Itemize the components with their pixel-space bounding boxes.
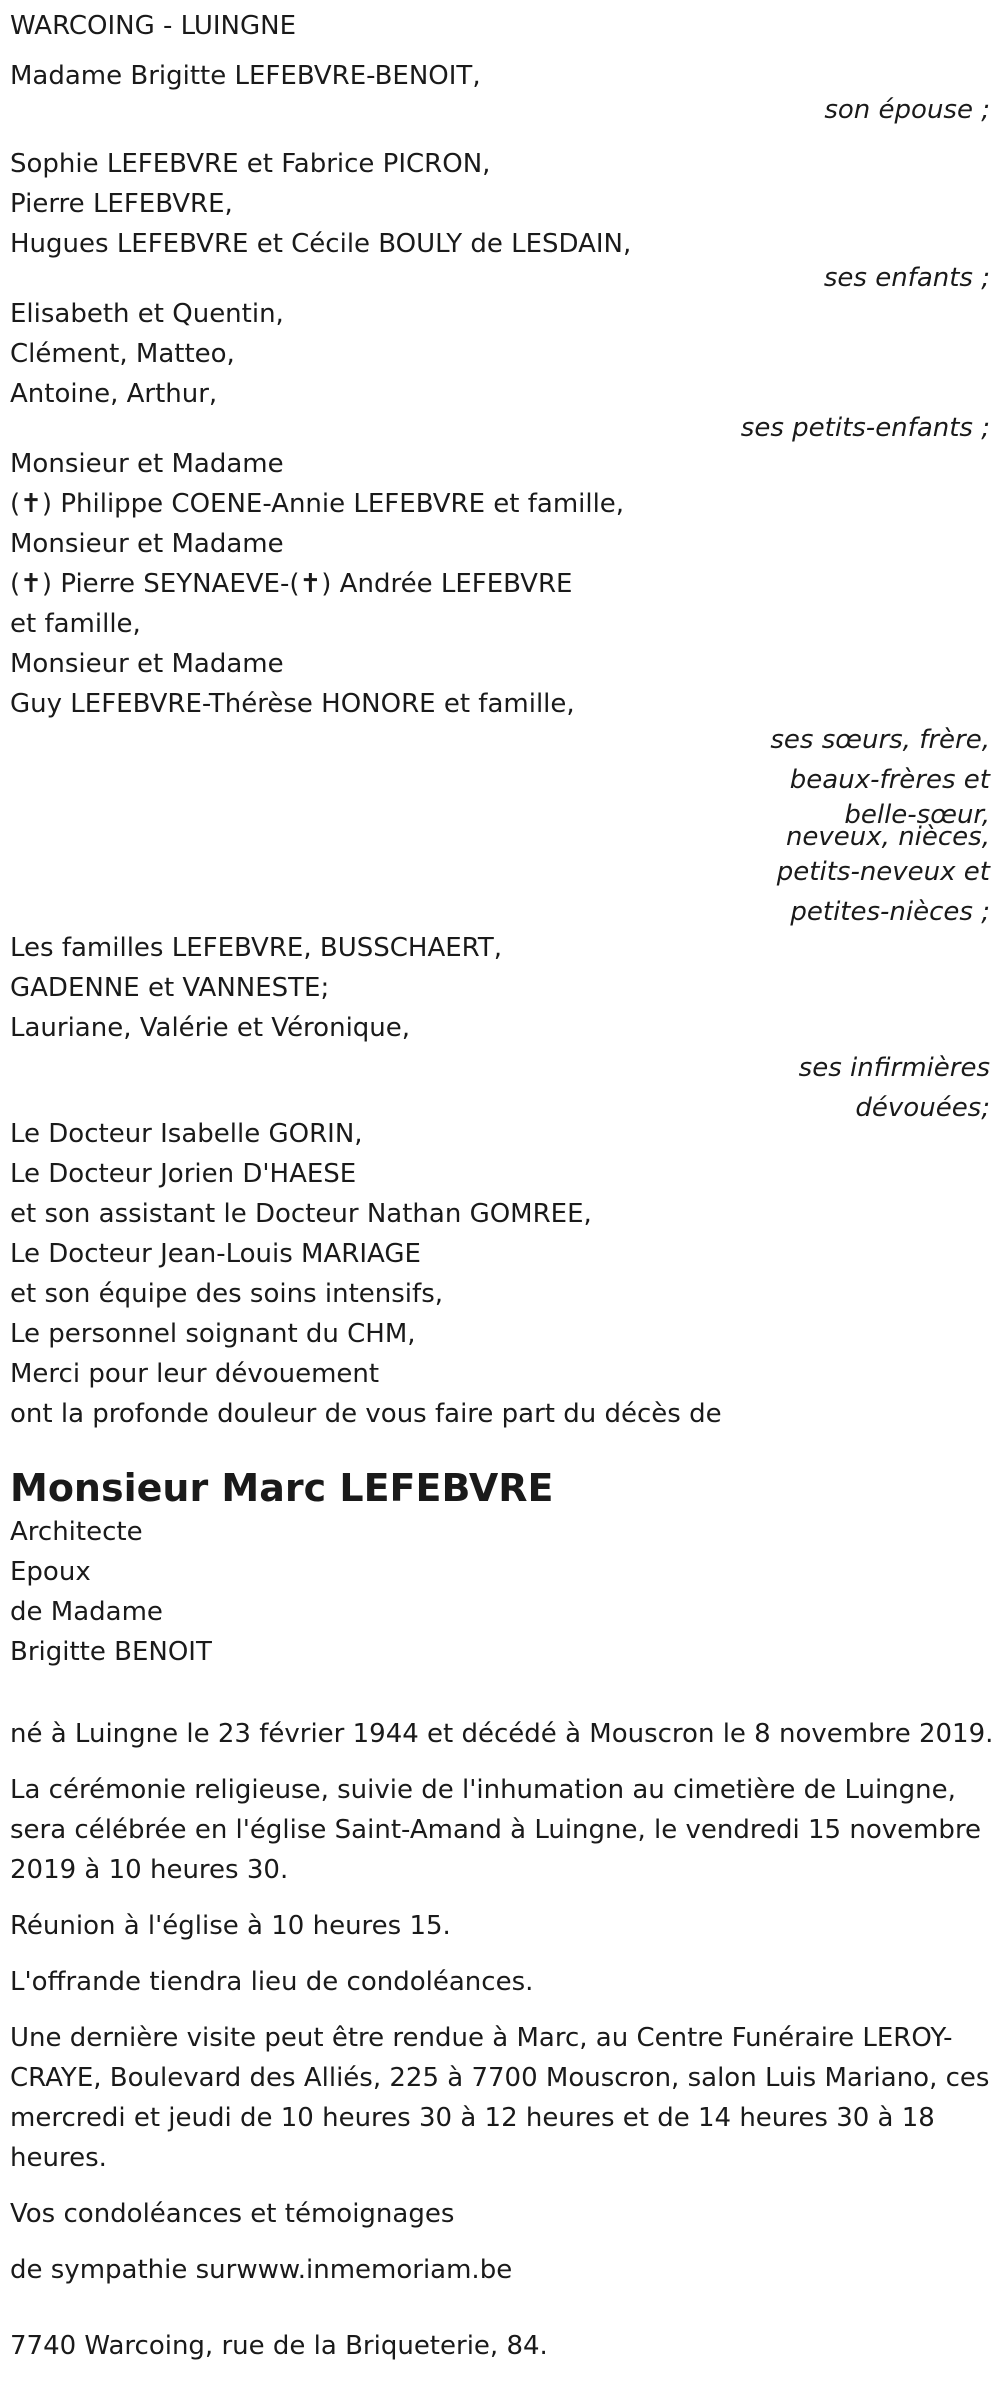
relation-label: dévouées; xyxy=(855,1093,990,1123)
relation-label: son épouse ; xyxy=(824,95,990,125)
relation-label: petits-neveux et xyxy=(776,857,990,887)
family-line: et son équipe des soins intensifs, xyxy=(10,1279,443,1309)
relation-label: neveux, nièces, xyxy=(785,822,990,852)
family-line: Guy LEFEBVRE-Thérèse HONORE et famille, xyxy=(10,689,575,719)
relation-label: ses sœurs, frère, xyxy=(770,725,990,755)
family-line: Le Docteur Jorien D'HAESE xyxy=(10,1159,357,1189)
family-line: (✝) Philippe COENE-Annie LEFEBVRE et famille, xyxy=(10,489,625,519)
family-line: Lauriane, Valérie et Véronique, xyxy=(10,1013,411,1043)
relation-label: ses enfants ; xyxy=(823,263,990,293)
meeting-paragraph: Réunion à l'église à 10 heures 15. xyxy=(10,1911,451,1941)
family-group-nurses xyxy=(10,928,995,1123)
family-line: Le Docteur Jean-Louis MARIAGE xyxy=(10,1239,421,1269)
family-line: Sophie LEFEBVRE et Fabrice PICRON, xyxy=(10,149,491,179)
family-line: Hugues LEFEBVRE et Cécile BOULY de LESDAIN, xyxy=(10,229,632,259)
offering-paragraph: L'offrande tiendra lieu de condoléances. xyxy=(10,1967,534,1997)
condolences-website: de sympathie surwww.inmemoriam.be xyxy=(10,2255,513,2285)
family-line: Clément, Matteo, xyxy=(10,339,235,369)
family-address: 7740 Warcoing, rue de la Briqueterie, 84. xyxy=(10,2331,548,2361)
family-line: Antoine, Arthur, xyxy=(10,379,218,409)
family-group-siblings xyxy=(10,444,995,928)
family-line: Le personnel soignant du CHM, xyxy=(10,1319,416,1349)
location-header: WARCOING - LUINGNE xyxy=(10,11,296,41)
family-line: Merci pour leur dévouement xyxy=(10,1359,380,1389)
family-group-children xyxy=(10,144,995,294)
deceased-detail: de Madame xyxy=(10,1597,163,1627)
relation-label: beaux-frères et xyxy=(789,765,990,795)
visit-paragraph: Une dernière visite peut être rendue à Marc, au Centre Funéraire LEROY-CRAYE, Boulevard des Alliés, 225 à 7700 Mouscron, salon Luis Mariano, ces mercredi et jeudi de 10 heures 30 à 12 heures et de 14 heures 30 à 18 heures. xyxy=(10,2023,990,2173)
relation-label: ses infirmières xyxy=(798,1053,990,1083)
family-line: et famille, xyxy=(10,609,141,639)
family-line: GADENNE et VANNESTE; xyxy=(10,973,330,1003)
birth-death-paragraph: né à Luingne le 23 février 1944 et décédé à Mouscron le 8 novembre 2019. xyxy=(10,1719,994,1749)
deceased-name: Monsieur Marc LEFEBVRE xyxy=(10,1466,554,1510)
deceased-detail: Brigitte BENOIT xyxy=(10,1637,212,1667)
family-group-doctors xyxy=(10,1114,995,1434)
obituary-notice xyxy=(10,6,995,2366)
family-line: Monsieur et Madame xyxy=(10,529,284,559)
ceremony-paragraph: La cérémonie religieuse, suivie de l'inhumation au cimetière de Luingne, sera célébrée en l'église Saint-Amand à Luingne, le vendredi 15 novembre 2019 à 10 heures 30. xyxy=(10,1775,982,1885)
family-line: ont la profonde douleur de vous faire part du décès de xyxy=(10,1399,722,1429)
deceased-detail: Architecte xyxy=(10,1517,143,1547)
family-line: Le Docteur Isabelle GORIN, xyxy=(10,1119,363,1149)
family-line: Madame Brigitte LEFEBVRE-BENOIT, xyxy=(10,61,481,91)
family-line: et son assistant le Docteur Nathan GOMREE, xyxy=(10,1199,592,1229)
relation-label: belle-sœur, xyxy=(844,800,990,830)
deceased-detail: Epoux xyxy=(10,1557,91,1587)
family-line: Pierre LEFEBVRE, xyxy=(10,189,233,219)
family-line: Elisabeth et Quentin, xyxy=(10,299,284,329)
family-line: Les familles LEFEBVRE, BUSSCHAERT, xyxy=(10,933,502,963)
relation-label: petites-nièces ; xyxy=(790,897,990,927)
family-line: (✝) Pierre SEYNAEVE-(✝) Andrée LEFEBVRE xyxy=(10,569,573,599)
family-line: Monsieur et Madame xyxy=(10,449,284,479)
family-group-spouse xyxy=(10,56,995,144)
family-line: Monsieur et Madame xyxy=(10,649,284,679)
relation-label: ses petits-enfants ; xyxy=(740,413,990,443)
condolences-paragraph: Vos condoléances et témoignages xyxy=(10,2199,455,2229)
family-group-grandchildren xyxy=(10,294,995,444)
